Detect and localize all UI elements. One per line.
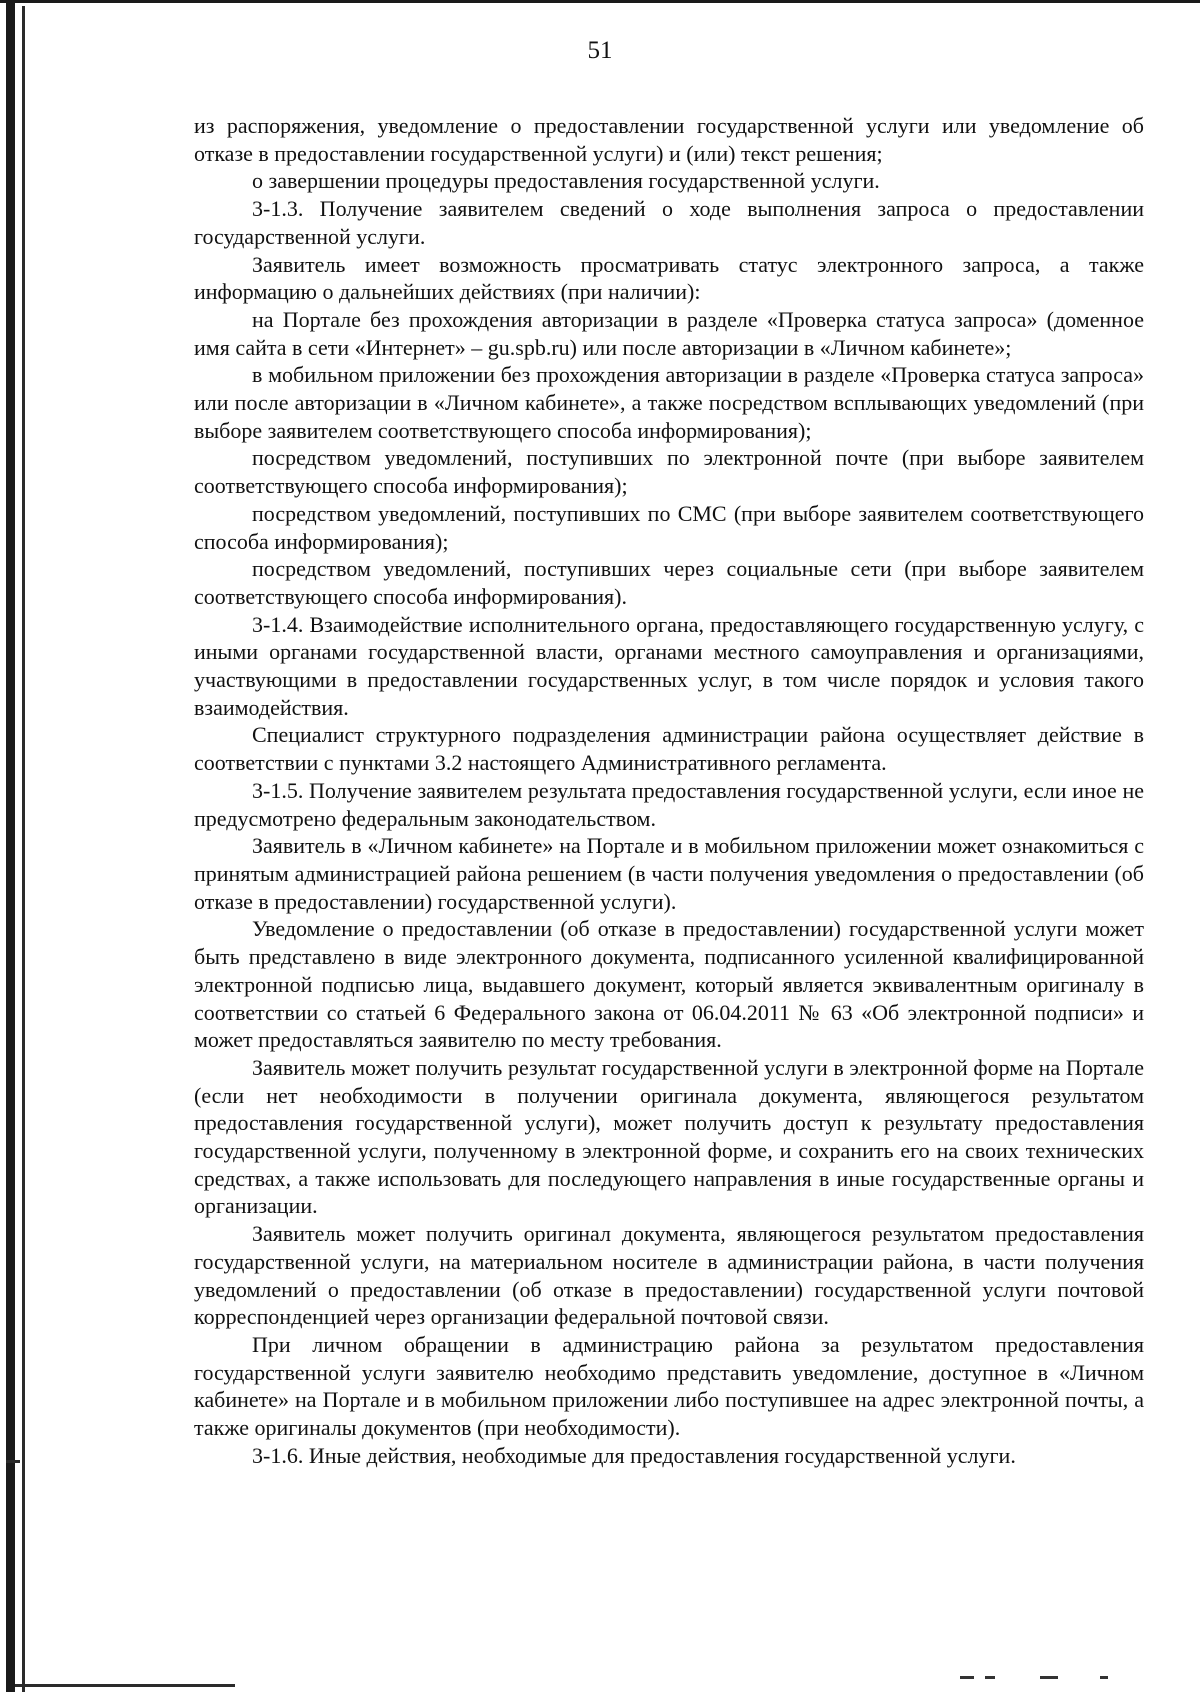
paragraph: Заявитель может получить результат государственной услуги в электронной форме на Портале (если нет необходимости в получении оригинала документа, являющегося результатом предоставления государственной услуги), может получить доступ к результату предоставления государственной услуги, полученному в электронной форме, и сохранить его на своих технических средствах, а также использовать для последующего направления в иные государственные органы и организации. xyxy=(194,1054,1144,1219)
scan-artifact xyxy=(1100,1676,1108,1679)
paragraph: 3-1.5. Получение заявителем результата предоставления государственной услуги, если иное не предусмотрено федеральным законодательством. xyxy=(194,777,1144,831)
paragraph: из распоряжения, уведомление о предоставлении государственной услуги или уведомление об отказе в предоставлении государственной услуги) и (или) текст решения; xyxy=(194,113,1144,166)
paragraph: о завершении процедуры предоставления государственной услуги. xyxy=(252,168,880,194)
scan-artifact xyxy=(985,1676,995,1679)
scan-artifact xyxy=(1040,1676,1058,1679)
scan-edge-tick xyxy=(6,1460,20,1463)
scan-edge-bottom xyxy=(15,1684,235,1687)
paragraph: на Портале без прохождения авторизации в разделе «Проверка статуса запроса» (доменное имя сайта в сети «Интернет» – gu.spb.ru) или после авторизации в «Личном кабинете»; xyxy=(194,306,1144,360)
scan-binding-edge xyxy=(6,0,15,1692)
paragraph: Уведомление о предоставлении (об отказе в предоставлении) государственной услуги может быть представлено в виде электронного документа, подписанного усиленной квалифицированной электронной подписью лица, выдавшего документ, который является эквивалентным оригиналу в соответствии со статьей 6 Федерального закона от 06.04.2011 № 63 «Об электронной подписи» и может предоставляться заявителю по месту требования. xyxy=(194,916,1144,1053)
paragraph: Заявитель имеет возможность просматривать статус электронного запроса, а также информацию о дальнейших действиях (при наличии): xyxy=(194,251,1144,305)
paragraph: посредством уведомлений, поступивших через социальные сети (при выборе заявителем соответствующего способа информирования). xyxy=(194,556,1144,609)
paragraph: При личном обращении в администрацию района за результатом предоставления государственной услуги заявителю необходимо представить уведомление, доступное в «Личном кабинете» на Портале и в мобильном приложении либо поступившее на адрес электронной почты, а также оригиналы документов (при необходимости). xyxy=(194,1331,1144,1441)
paragraph: в мобильном приложении без прохождения авторизации в разделе «Проверка статуса запроса» или после авторизации в «Личном кабинете», а также посредством всплывающих уведомлений (при выборе заявителем соответствующего способа информирования); xyxy=(194,362,1144,443)
paragraph: 3-1.6. Иные действия, необходимые для предоставления государственной услуги. xyxy=(252,1442,1016,1468)
paragraph: Заявитель в «Личном кабинете» на Портале и в мобильном приложении может ознакомиться с принятым администрацией района решением (в части получения уведомления о предоставлении (об отказе в предоставлении) государственной услуги). xyxy=(194,833,1144,914)
scan-artifact xyxy=(960,1676,974,1679)
paragraph: Заявитель может получить оригинал документа, являющегося результатом предоставления государственной услуги, на материальном носителе в администрации района, в части получения уведомлений о предоставлении (об отказе в предоставлении) государственной услуги почтовой корреспонденцией через организации федеральной почтовой связи. xyxy=(194,1221,1144,1330)
paragraph: 3-1.3. Получение заявителем сведений о ходе выполнения запроса о предоставлении государственной услуги. xyxy=(194,196,1144,249)
paragraph: Специалист структурного подразделения администрации района осуществляет действие в соответствии с пунктами 3.2 настоящего Административного регламента. xyxy=(194,722,1144,776)
document-body xyxy=(194,112,1144,1469)
paragraph: 3-1.4. Взаимодействие исполнительного органа, предоставляющего государственную услугу, с иными органами государственной власти, органами местного самоуправления и организациями, участвующими в предоставлении государственных услуг, в том числе порядок и условия такого взаимодействия. xyxy=(194,611,1144,720)
paragraph: посредством уведомлений, поступивших по электронной почте (при выборе заявителем соответствующего способа информирования); xyxy=(194,445,1144,499)
scan-edge-top xyxy=(0,0,1200,3)
paragraph: посредством уведомлений, поступивших по СМС (при выборе заявителем соответствующего способа информирования); xyxy=(194,500,1144,554)
page-number: 51 xyxy=(587,37,613,64)
scan-margin-line xyxy=(22,6,25,1692)
